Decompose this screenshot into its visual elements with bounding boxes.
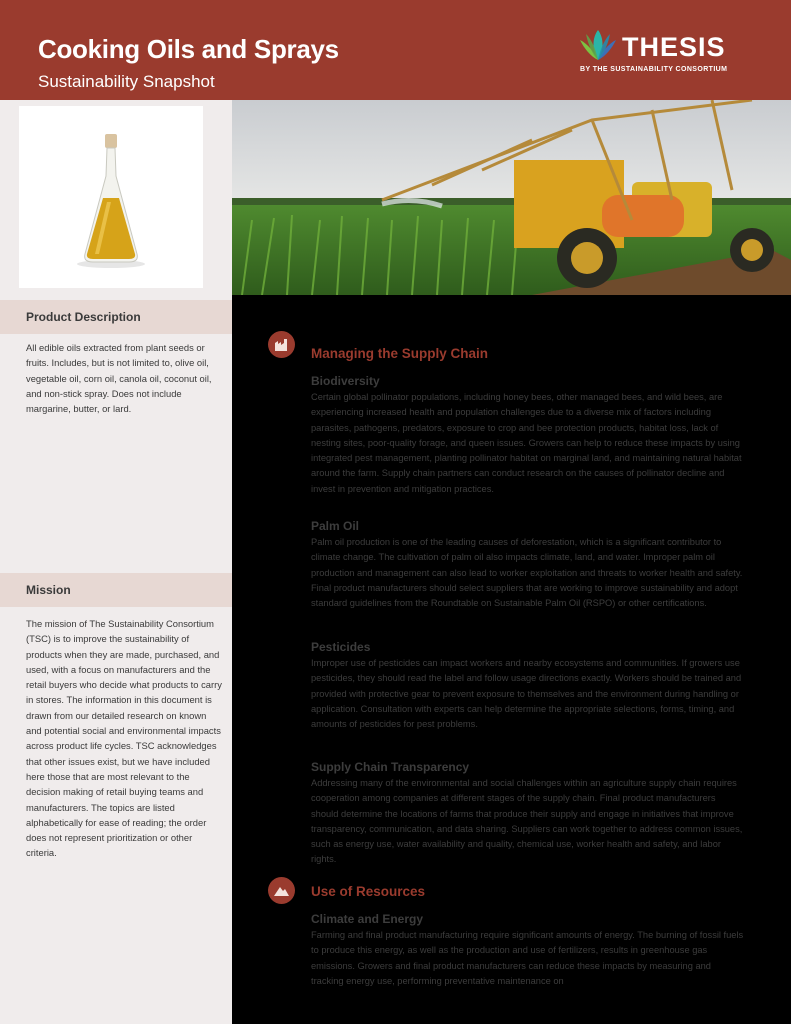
page-title: Cooking Oils and Sprays bbox=[38, 34, 339, 64]
sidebar bbox=[0, 100, 232, 1024]
oil-bottle-image bbox=[19, 106, 203, 288]
lotus-icon bbox=[576, 28, 620, 64]
logo-wordmark: THESIS bbox=[622, 32, 726, 62]
topic-text-pesticides: Improper use of pesticides can impact workers and nearby ecosystems and communities. If growers use pesticides, they should read the label and follow usage directions exactly. Workers should be trained and provided with protective gear to prevent exposure to themselves and the environment during handling or application. Consultation with experts can help determine the appropriate selections, forms, timing, and amounts of pesticides for pest problems. bbox=[311, 658, 742, 730]
main-content bbox=[232, 295, 791, 1024]
header-banner bbox=[0, 0, 791, 100]
topic-text-palm-oil: Palm oil production is one of the leading causes of deforestation, which is a significant contributor to climate change. The cultivation of palm oil also impacts climate, land, and water. Improper palm oil production and management can also lead to worker exploitation and threats to worker health and safety. Final product manufacturers should select suppliers that are working to improve sustainability and adopt standard guidelines from the Roundtable on Sustainable Palm Oil (RSPO) or other certifications. bbox=[311, 537, 743, 609]
topic-text-biodiversity: Certain global pollinator populations, including honey bees, other managed bees, and wild bees, are experiencing increased health and population challenges due to a diverse mix of factors including parasites, pathogens, predators, exposure to crop and bee protection products, habitat loss, lack of nesting sites, poor-quality forage, and queen issues. Growers can help to reduce these impacts by using integrated pest management, planting pollinator habitat on marginal land, and maintaining natural habitat around the farm. Supply chain partners can conduct research on the causes of pollinator decline and invest in prevention and mitigation practices. bbox=[311, 392, 742, 494]
mountain-icon bbox=[268, 877, 295, 904]
section-heading-use-of-resources: Use of Resources bbox=[311, 884, 426, 899]
section-heading-supply-chain: Managing the Supply Chain bbox=[311, 346, 489, 361]
farm-irrigation-photo bbox=[232, 100, 791, 295]
topic-heading-biodiversity: Biodiversity bbox=[311, 374, 380, 388]
logo-tagline: BY THE SUSTAINABILITY CONSORTIUM bbox=[580, 66, 728, 73]
topic-heading-climate-energy: Climate and Energy bbox=[311, 912, 424, 926]
topic-heading-supply-chain-transparency: Supply Chain Transparency bbox=[311, 760, 470, 774]
topic-heading-palm-oil: Palm Oil bbox=[311, 519, 360, 533]
product-description-heading: Product Description bbox=[0, 300, 232, 334]
topic-heading-pesticides: Pesticides bbox=[311, 640, 371, 654]
product-image bbox=[19, 106, 203, 288]
product-description-text: All edible oils extracted from plant seeds or fruits. Includes, but is not limited to, olive oil, vegetable oil, corn oil, canola oil, coconut oil, and non-stick spray. Does not include margarine, butter, or lard. bbox=[26, 342, 212, 415]
thesis-logo bbox=[576, 28, 746, 78]
mission-heading: Mission bbox=[0, 573, 232, 607]
topic-text-supply-chain-transparency: Addressing many of the environmental and social challenges within an agriculture supply chain requires cooperation among companies at different stages of the supply chain. Final product manufacturers should determine the locations of farms that produce their supply and engage in initiatives that improve transparency, communication, and data sharing. Suppliers can work together to address common issues, such as energy use, water availability and quality, chemical use, worker health and safety, and labor rights. bbox=[311, 778, 743, 865]
page-subtitle: Sustainability Snapshot bbox=[38, 72, 215, 91]
topic-text-climate-energy: Farming and final product manufacturing require significant amounts of energy. The burning of fossil fuels to produce this energy, as well as the production and use of fertilizers, results in greenhouse gas emissions. Growers and final product manufacturers can reduce these impacts by measuring and tracking energy use, performing preventative maintenance on bbox=[311, 930, 744, 986]
mission-text: The mission of The Sustainability Consortium (TSC) is to improve the sustainability of products when they are made, purchased, and used, with a focus on manufacturers and the retail buyers who decide what products to carry in stores. The information in this document is drawn from our detailed research on known and potential social and environmental impacts across product life cycles. TSC acknowledges that other issues exist, but we have included here those that are most relevant to the decision making of retail buying teams and manufacturers. The topics are listed alphabetically for ease of reading; the order does not represent prioritization or other criteria. bbox=[26, 618, 222, 859]
factory-icon bbox=[268, 331, 295, 358]
